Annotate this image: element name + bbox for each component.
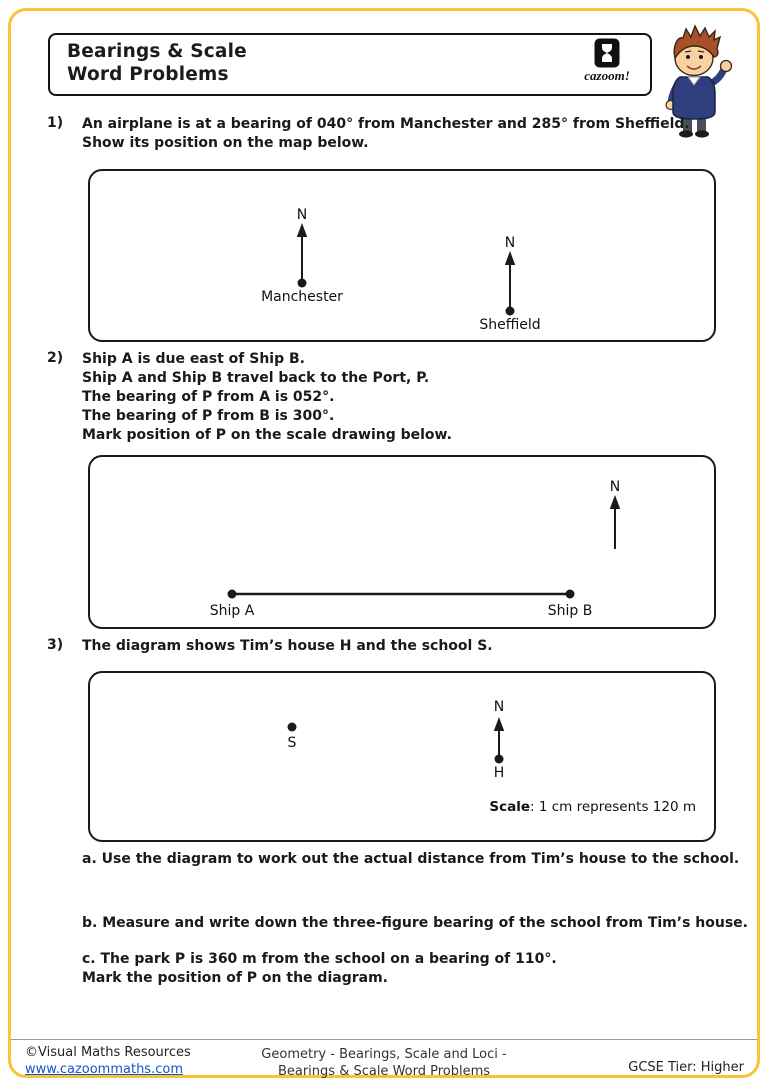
copyright-text: ©Visual Maths Resources <box>25 1045 191 1060</box>
q2-text-line5: Mark position of P on the scale drawing below. <box>82 427 452 443</box>
manchester-label: Manchester <box>261 289 343 305</box>
q2-diagram-graphics <box>90 457 714 627</box>
scale-text: : 1 cm represents 120 m <box>530 799 696 815</box>
north-label: N <box>296 207 308 223</box>
ship-line <box>228 590 575 599</box>
ship-a-label: Ship A <box>209 603 255 619</box>
scale-note <box>489 799 696 815</box>
q2-text-line3: The bearing of P from A is 052°. <box>82 389 335 405</box>
school-dot <box>288 723 297 732</box>
q1-text <box>82 115 690 153</box>
house-label: H <box>493 765 505 781</box>
cazoom-logo-text: cazoom! <box>584 68 630 83</box>
north-arrow <box>494 717 504 764</box>
q2-number: 2) <box>47 350 64 366</box>
footer-center <box>261 1046 506 1080</box>
north-label: N <box>504 235 516 251</box>
north-label: N <box>493 699 505 715</box>
sheffield-north-arrow <box>505 251 515 316</box>
footer-left <box>25 1044 191 1078</box>
q1-diagram-graphics <box>90 171 714 340</box>
worksheet-title-line2: Word Problems <box>67 64 229 85</box>
q3-part-c-line1: c. The park P is 360 m from the school on a bearing of 110°. <box>82 951 557 967</box>
manchester-north-arrow <box>297 223 307 288</box>
q3-diagram <box>88 671 716 842</box>
cazoom-logo <box>574 38 640 84</box>
q3-number: 3) <box>47 637 64 653</box>
q2-text-line1: Ship A is due east of Ship B. <box>82 351 305 367</box>
school-label: S <box>287 735 297 751</box>
q2-text <box>82 350 452 445</box>
footer-topic-line1: Geometry - Bearings, Scale and Loci - <box>261 1047 507 1062</box>
north-arrow <box>610 495 620 549</box>
footer-divider <box>11 1039 757 1040</box>
worksheet-title <box>67 40 247 86</box>
sheffield-label: Sheffield <box>479 317 541 333</box>
north-label: N <box>609 479 621 495</box>
q3-text: The diagram shows Tim’s house H and the school S. <box>82 638 493 654</box>
q2-text-line4: The bearing of P from B is 300°. <box>82 408 335 424</box>
q3-part-a: a. Use the diagram to work out the actual distance from Tim’s house to the school. <box>82 851 740 867</box>
q1-number: 1) <box>47 115 64 131</box>
cazoom-logo-icon <box>574 38 640 68</box>
q1-diagram <box>88 169 716 342</box>
q2-diagram <box>88 455 716 629</box>
q1-text-line2: Show its position on the map below. <box>82 135 369 151</box>
q3-part-b: b. Measure and write down the three-figure bearing of the school from Tim’s house. <box>82 915 748 931</box>
scale-label: Scale <box>489 799 530 815</box>
website-link[interactable]: www.cazoommaths.com <box>25 1062 183 1077</box>
ship-b-label: Ship B <box>547 603 593 619</box>
worksheet-title-line1: Bearings & Scale <box>67 41 247 62</box>
q3-part-c-line2: Mark the position of P on the diagram. <box>82 970 388 986</box>
q3-part-c <box>82 950 557 988</box>
footer-topic-line2: Bearings & Scale Word Problems <box>277 1064 491 1079</box>
q1-text-line1: An airplane is at a bearing of 040° from Manchester and 285° from Sheffield. <box>82 116 690 132</box>
header <box>48 33 652 96</box>
q2-text-line2: Ship A and Ship B travel back to the Port, P. <box>82 370 430 386</box>
tier-label: GCSE Tier: Higher <box>628 1060 744 1075</box>
